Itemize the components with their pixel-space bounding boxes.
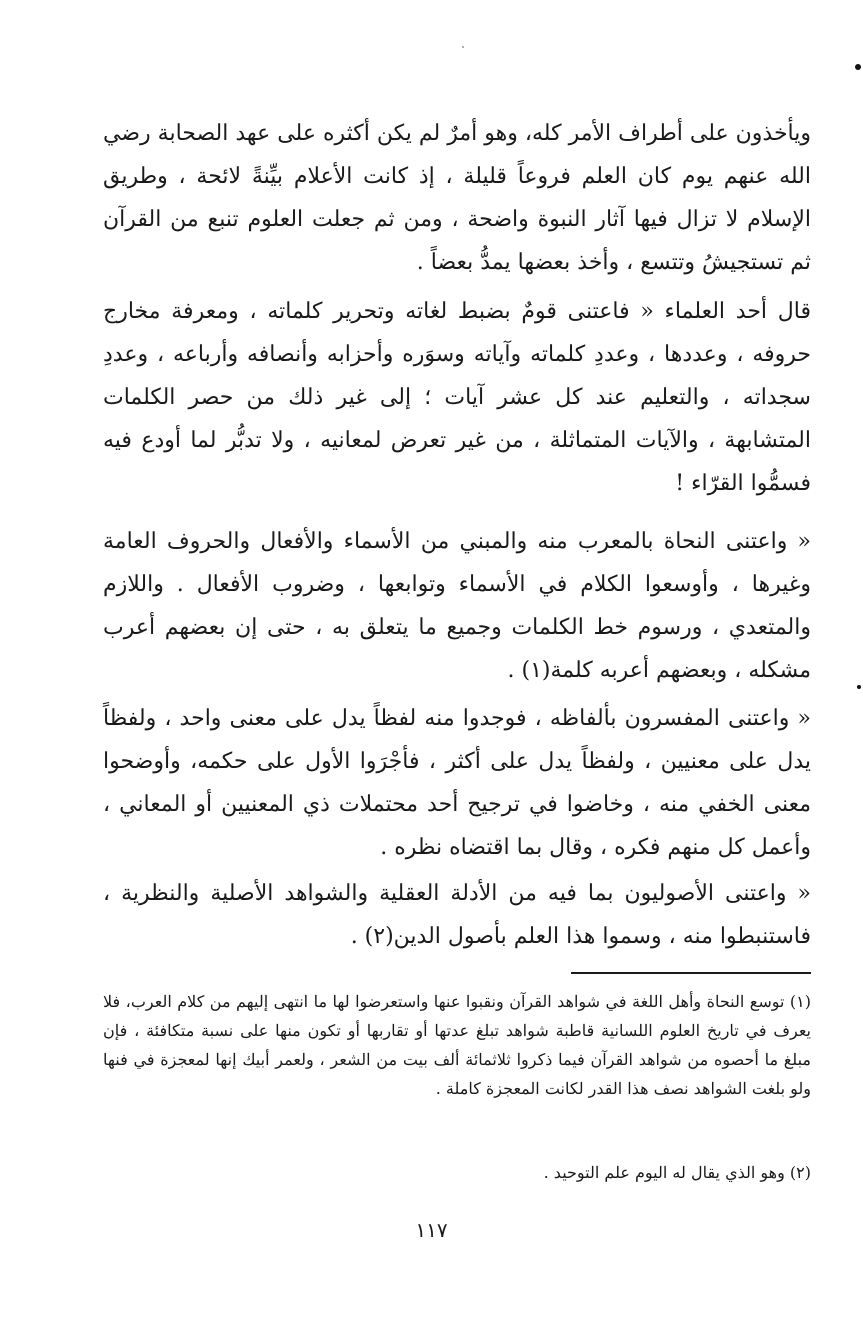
body-paragraph-5: « واعتنى الأصوليون بما فيه من الأدلة العقلية والشواهد الأصلية والنظرية ، فاستنبطوا منه ، وسموا هذا العلم بأصول الدين(٢) . — [103, 881, 811, 949]
footnote-1: (١) توسع النحاة وأهل اللغة في شواهد القرآن ونقبوا عنها واستعرضوا لها ما انتهى إليهم من كلام العرب، فلا يعرف في تاريخ العلوم اللسانية قاطبة شواهد تبلغ عدتها أو تقاربها أو تكون منها على نسبة متكافئة ، فإن مبلغ ما أحصوه من شواهد القرآن فيما ذكروا ثلاثمائة ألف بيت من الشعر ، ولعمر أبيك إنها لمعجزة في فنها ولو بلغت الشواهد نصف هذا القدر لكانت المعجزة كاملة . — [103, 992, 812, 1098]
footnote-divider — [571, 972, 811, 974]
footnote-2: (٢) وهو الذي يقال له اليوم علم التوحيد . — [543, 1163, 811, 1182]
scan-speck — [857, 685, 861, 689]
page-number: ١١٧ — [415, 1218, 448, 1242]
scan-speck — [855, 64, 861, 70]
body-paragraph-1: ويأخذون على أطراف الأمر كله، وهو أمرٌ لم يكن أكثره على عهد الصحابة رضي الله عنهم يوم كان العلم فروعاً قليلة ، إذ كانت الأعلام بيِّنةً لائحة ، وطريق الإسلام لا تزال فيها آثار النبوة واضحة ، ومن ثم جعلت العلوم تنبع من القرآن ثم تستجيشُ وتتسع ، وأخذ بعضها يمدُّ بعضاً . — [103, 121, 811, 275]
body-paragraph-2: قال أحد العلماء « فاعتنى قومٌ بضبط لغاته وتحرير كلماته ، ومعرفة مخارج حروفه ، وعددها ، وعددِ كلماته وآياته وسوَره وأحزابه وأنصافه وأرباعه ، وعددِ سجداته ، والتعليم عند كل عشر آيات ؛ إلى غير ذلك من حصر الكلمات المتشابهة ، والآيات المتماثلة ، من غير تعرض لمعانيه ، ولا تدبُّر لما أودع فيه فسمُّوا القرّاء ! — [103, 299, 811, 496]
body-paragraph-3: « واعتنى النحاة بالمعرب منه والمبني من الأسماء والأفعال والحروف العامة وغيرها ، وأوسعوا الكلام في الأسماء وتوابعها ، وضروب الأفعال . واللازم والمتعدي ، ورسوم خط الكلمات وجميع ما يتعلق به ، حتى إن بعضهم أعرب مشكله ، وبعضهم أعربه كلمة(١) . — [103, 529, 811, 683]
body-paragraph-4: « واعتنى المفسرون بألفاظه ، فوجدوا منه لفظاً يدل على معنى واحد ، ولفظاً يدل على معنيين ، ولفظاً يدل على أكثر ، فأجْرَوا الأول على حكمه، وأوضحوا معنى الخفي منه ، وخاضوا في ترجيح أحد محتملات ذي المعنيين أو المعاني ، وأعمل كل منهم فكره ، وقال بما اقتضاه نظره . — [103, 706, 811, 860]
scan-speck — [462, 46, 464, 48]
